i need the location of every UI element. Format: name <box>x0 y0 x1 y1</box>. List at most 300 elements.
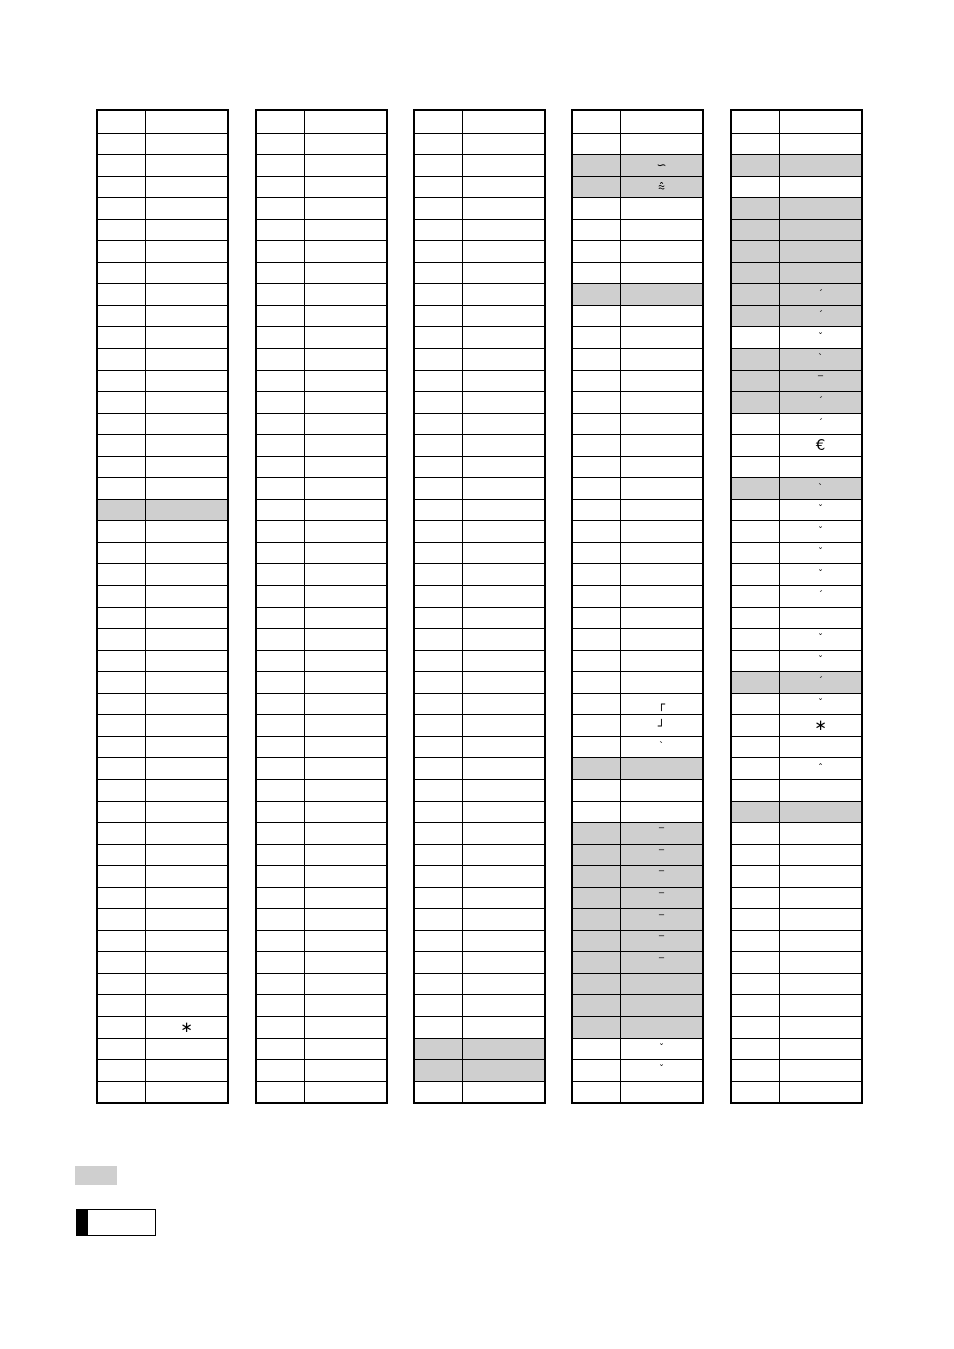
code-cell <box>732 564 780 585</box>
table-row <box>257 413 386 435</box>
char-cell <box>780 995 861 1016</box>
code-cell <box>415 995 463 1016</box>
char-cell: ∗ <box>814 716 827 735</box>
table-row <box>573 757 702 779</box>
table-row <box>257 973 386 995</box>
code-cell <box>573 888 621 909</box>
code-cell <box>257 651 305 672</box>
char-cell <box>146 866 227 887</box>
table-row <box>98 111 227 133</box>
char-cell <box>463 952 544 973</box>
table-row <box>732 865 861 887</box>
code-cell <box>732 974 780 995</box>
code-cell <box>257 995 305 1016</box>
char-cell: ˇ <box>818 504 823 516</box>
code-cell <box>415 543 463 564</box>
code-cell <box>257 758 305 779</box>
char-cell: ˊ <box>780 306 861 327</box>
char-cell <box>305 220 386 241</box>
table-row <box>257 197 386 219</box>
table-row <box>732 370 861 392</box>
char-cell <box>463 349 544 370</box>
note-text <box>88 1210 155 1235</box>
code-cell <box>98 629 146 650</box>
char-cell <box>146 715 227 736</box>
char-cell: ∽ <box>621 155 702 176</box>
code-cell <box>732 672 780 693</box>
code-cell <box>732 608 780 629</box>
code-cell <box>732 866 780 887</box>
char-cell <box>305 780 386 801</box>
char-cell <box>146 349 227 370</box>
char-cell <box>305 327 386 348</box>
code-cell <box>98 349 146 370</box>
table-row <box>98 973 227 995</box>
table-row <box>98 844 227 866</box>
table-row <box>573 714 702 736</box>
code-cell <box>257 694 305 715</box>
code-cell <box>257 263 305 284</box>
code-cell <box>257 586 305 607</box>
table-row <box>415 240 544 262</box>
char-cell: ˊ <box>780 672 861 693</box>
table-row <box>257 714 386 736</box>
table-row <box>98 456 227 478</box>
table-row <box>415 283 544 305</box>
char-cell <box>463 888 544 909</box>
code-cell <box>573 500 621 521</box>
char-cell <box>780 111 861 133</box>
char-cell <box>463 500 544 521</box>
table-row <box>573 176 702 198</box>
table-1 <box>96 109 229 1104</box>
code-cell <box>257 780 305 801</box>
table-row <box>257 951 386 973</box>
code-cell <box>732 435 780 456</box>
char-cell <box>463 909 544 930</box>
code-cell <box>732 500 780 521</box>
table-row <box>732 628 861 650</box>
char-cell <box>146 737 227 758</box>
code-cell <box>573 823 621 844</box>
code-cell <box>257 198 305 219</box>
table-row <box>415 434 544 456</box>
char-cell <box>146 952 227 973</box>
table-row <box>732 994 861 1016</box>
code-cell <box>732 586 780 607</box>
char-cell <box>621 306 702 327</box>
char-cell <box>621 564 702 585</box>
code-cell <box>98 931 146 952</box>
code-cell <box>257 500 305 521</box>
code-cell <box>573 952 621 973</box>
code-cell <box>415 111 463 133</box>
table-row <box>257 305 386 327</box>
table-row <box>98 391 227 413</box>
code-cell <box>257 952 305 973</box>
table-row <box>257 585 386 607</box>
table-row <box>98 348 227 370</box>
table-row <box>98 305 227 327</box>
table-row <box>257 456 386 478</box>
char-cell <box>305 177 386 198</box>
char-cell <box>621 284 702 305</box>
code-cell <box>257 845 305 866</box>
code-cell <box>257 715 305 736</box>
code-cell <box>257 1039 305 1060</box>
table-row <box>98 887 227 909</box>
char-cell <box>463 327 544 348</box>
char-cell <box>305 134 386 155</box>
table-row <box>732 154 861 176</box>
code-cell <box>732 780 780 801</box>
code-cell <box>415 672 463 693</box>
char-cell: ‾ <box>621 909 702 930</box>
table-row <box>732 736 861 758</box>
char-cell <box>621 134 702 155</box>
table-row <box>732 973 861 995</box>
table-row <box>98 520 227 542</box>
char-cell <box>463 823 544 844</box>
code-cell <box>98 371 146 392</box>
code-cell <box>415 435 463 456</box>
code-cell <box>415 155 463 176</box>
table-row <box>415 714 544 736</box>
code-cell <box>732 758 780 779</box>
table-row <box>732 1016 861 1038</box>
char-cell <box>780 974 861 995</box>
code-cell <box>573 263 621 284</box>
code-cell <box>732 737 780 758</box>
code-cell <box>573 198 621 219</box>
char-cell <box>780 457 861 478</box>
char-cell <box>463 543 544 564</box>
char-cell <box>463 608 544 629</box>
char-cell <box>621 327 702 348</box>
table-row <box>98 219 227 241</box>
char-cell <box>463 177 544 198</box>
table-row <box>573 736 702 758</box>
code-cell <box>98 500 146 521</box>
table-row <box>573 801 702 823</box>
table-row <box>98 176 227 198</box>
note-box <box>76 1209 156 1236</box>
table-row <box>732 844 861 866</box>
char-cell <box>621 457 702 478</box>
table-row <box>257 607 386 629</box>
table-row <box>732 542 861 564</box>
table-row <box>415 994 544 1016</box>
table-row <box>98 951 227 973</box>
code-cell <box>573 435 621 456</box>
char-cell: ˋ <box>780 478 861 499</box>
table-row <box>257 563 386 585</box>
table-row <box>573 197 702 219</box>
table-row <box>98 370 227 392</box>
char-cell <box>146 177 227 198</box>
code-cell <box>257 392 305 413</box>
code-cell <box>732 111 780 133</box>
code-cell <box>98 1082 146 1103</box>
char-cell <box>305 823 386 844</box>
table-row <box>573 326 702 348</box>
char-cell: ˇ <box>818 654 823 666</box>
table-row <box>573 865 702 887</box>
char-cell <box>146 306 227 327</box>
code-cell <box>415 220 463 241</box>
table-row <box>573 779 702 801</box>
char-cell <box>305 371 386 392</box>
char-cell <box>305 866 386 887</box>
char-cell: ‾ <box>621 888 702 909</box>
char-cell <box>463 1017 544 1038</box>
table-row <box>732 714 861 736</box>
char-cell <box>780 845 861 866</box>
table-row <box>732 456 861 478</box>
table-row <box>415 176 544 198</box>
code-cell <box>573 866 621 887</box>
code-cell <box>573 134 621 155</box>
table-row <box>415 1059 544 1081</box>
char-cell <box>621 608 702 629</box>
code-cell <box>98 177 146 198</box>
code-cell <box>573 414 621 435</box>
table-row <box>257 757 386 779</box>
code-cell <box>98 263 146 284</box>
table-row <box>415 219 544 241</box>
code-cell <box>415 457 463 478</box>
char-cell <box>305 845 386 866</box>
table-row <box>732 1038 861 1060</box>
char-cell <box>146 694 227 715</box>
code-cell <box>415 371 463 392</box>
code-cell <box>257 220 305 241</box>
char-cell <box>780 909 861 930</box>
table-row <box>573 908 702 930</box>
code-cell <box>573 974 621 995</box>
char-cell <box>621 435 702 456</box>
code-cell <box>257 564 305 585</box>
table-row <box>573 973 702 995</box>
table-row <box>415 262 544 284</box>
code-cell <box>257 672 305 693</box>
char-cell <box>463 715 544 736</box>
char-cell <box>463 694 544 715</box>
table-row <box>98 197 227 219</box>
table-row <box>732 477 861 499</box>
code-cell <box>257 371 305 392</box>
char-cell <box>305 629 386 650</box>
table-row <box>415 757 544 779</box>
code-cell <box>98 543 146 564</box>
code-cell <box>573 802 621 823</box>
char-cell <box>780 220 861 241</box>
code-cell <box>732 414 780 435</box>
code-cell <box>573 737 621 758</box>
table-row <box>257 994 386 1016</box>
table-row <box>573 499 702 521</box>
char-cell: ˇ <box>659 1064 664 1076</box>
table-row <box>732 326 861 348</box>
code-cell <box>732 952 780 973</box>
table-row <box>415 326 544 348</box>
code-cell <box>732 931 780 952</box>
table-row <box>573 477 702 499</box>
table-row <box>415 671 544 693</box>
char-cell: ‾ <box>621 931 702 952</box>
char-cell <box>305 995 386 1016</box>
table-row <box>257 176 386 198</box>
code-cell <box>415 564 463 585</box>
code-cell <box>415 478 463 499</box>
table-row <box>573 994 702 1016</box>
table-4 <box>571 109 704 1104</box>
char-cell <box>305 1082 386 1103</box>
table-row <box>415 456 544 478</box>
code-cell <box>415 780 463 801</box>
code-cell <box>732 306 780 327</box>
char-cell <box>305 715 386 736</box>
table-row <box>573 413 702 435</box>
table-row <box>732 197 861 219</box>
char-cell <box>621 220 702 241</box>
char-cell <box>621 263 702 284</box>
table-row <box>98 477 227 499</box>
table-row <box>415 370 544 392</box>
code-cell <box>573 586 621 607</box>
char-cell <box>463 435 544 456</box>
table-row <box>415 197 544 219</box>
code-cell <box>98 694 146 715</box>
table-row <box>415 348 544 370</box>
char-cell <box>780 263 861 284</box>
code-cell <box>573 694 621 715</box>
code-cell <box>257 608 305 629</box>
table-row <box>257 542 386 564</box>
table-row <box>257 219 386 241</box>
char-cell: ˇ <box>818 633 823 645</box>
table-row <box>573 456 702 478</box>
char-cell <box>621 629 702 650</box>
char-cell <box>305 1017 386 1038</box>
table-row <box>732 111 861 133</box>
code-cell <box>732 392 780 413</box>
char-cell <box>146 608 227 629</box>
code-cell <box>257 111 305 133</box>
char-cell <box>305 888 386 909</box>
char-cell <box>146 845 227 866</box>
char-cell <box>146 435 227 456</box>
char-cell <box>463 845 544 866</box>
code-cell <box>257 1017 305 1038</box>
table-row <box>573 930 702 952</box>
table-row <box>732 650 861 672</box>
table-row <box>415 413 544 435</box>
char-cell <box>463 284 544 305</box>
char-cell <box>305 284 386 305</box>
code-cell <box>98 457 146 478</box>
table-row <box>257 628 386 650</box>
table-row <box>732 219 861 241</box>
code-cell <box>732 263 780 284</box>
char-cell: ⩯ <box>621 177 702 198</box>
table-row <box>98 994 227 1016</box>
table-row <box>732 671 861 693</box>
code-cell <box>98 888 146 909</box>
code-cell <box>732 845 780 866</box>
table-2 <box>255 109 388 1104</box>
code-cell <box>415 1082 463 1103</box>
char-cell <box>146 220 227 241</box>
code-cell <box>732 177 780 198</box>
table-row <box>257 370 386 392</box>
code-cell <box>98 608 146 629</box>
code-cell <box>415 349 463 370</box>
code-cell <box>732 715 780 736</box>
char-cell: ‾ <box>621 866 702 887</box>
table-row <box>573 133 702 155</box>
table-row <box>415 865 544 887</box>
char-cell <box>146 457 227 478</box>
table-row <box>257 930 386 952</box>
table-row <box>98 801 227 823</box>
char-cell: ˇ <box>818 698 823 710</box>
char-cell <box>305 651 386 672</box>
code-cell <box>732 371 780 392</box>
char-cell <box>463 371 544 392</box>
code-cell <box>732 888 780 909</box>
code-cell <box>573 327 621 348</box>
code-cell <box>732 802 780 823</box>
char-cell <box>621 198 702 219</box>
char-cell <box>780 198 861 219</box>
code-cell <box>415 177 463 198</box>
code-cell <box>415 500 463 521</box>
code-cell <box>732 478 780 499</box>
code-cell <box>257 155 305 176</box>
char-cell <box>146 909 227 930</box>
char-cell <box>146 478 227 499</box>
table-row <box>98 671 227 693</box>
char-cell <box>305 802 386 823</box>
table-row <box>415 628 544 650</box>
table-row <box>257 499 386 521</box>
table-5 <box>730 109 863 1104</box>
table-row <box>415 563 544 585</box>
table-row <box>415 650 544 672</box>
code-cell <box>98 758 146 779</box>
code-cell <box>732 1082 780 1103</box>
char-cell <box>305 586 386 607</box>
table-row <box>573 219 702 241</box>
table-row <box>732 563 861 585</box>
table-row <box>573 650 702 672</box>
char-cell: ‾ <box>621 823 702 844</box>
char-cell <box>146 155 227 176</box>
code-cell <box>257 931 305 952</box>
table-row <box>257 391 386 413</box>
table-row <box>415 887 544 909</box>
code-cell <box>415 263 463 284</box>
code-cell <box>98 909 146 930</box>
code-cell <box>415 392 463 413</box>
table-row <box>415 542 544 564</box>
char-cell <box>305 349 386 370</box>
table-row <box>257 844 386 866</box>
code-cell <box>573 111 621 133</box>
table-row <box>257 262 386 284</box>
code-cell <box>732 457 780 478</box>
